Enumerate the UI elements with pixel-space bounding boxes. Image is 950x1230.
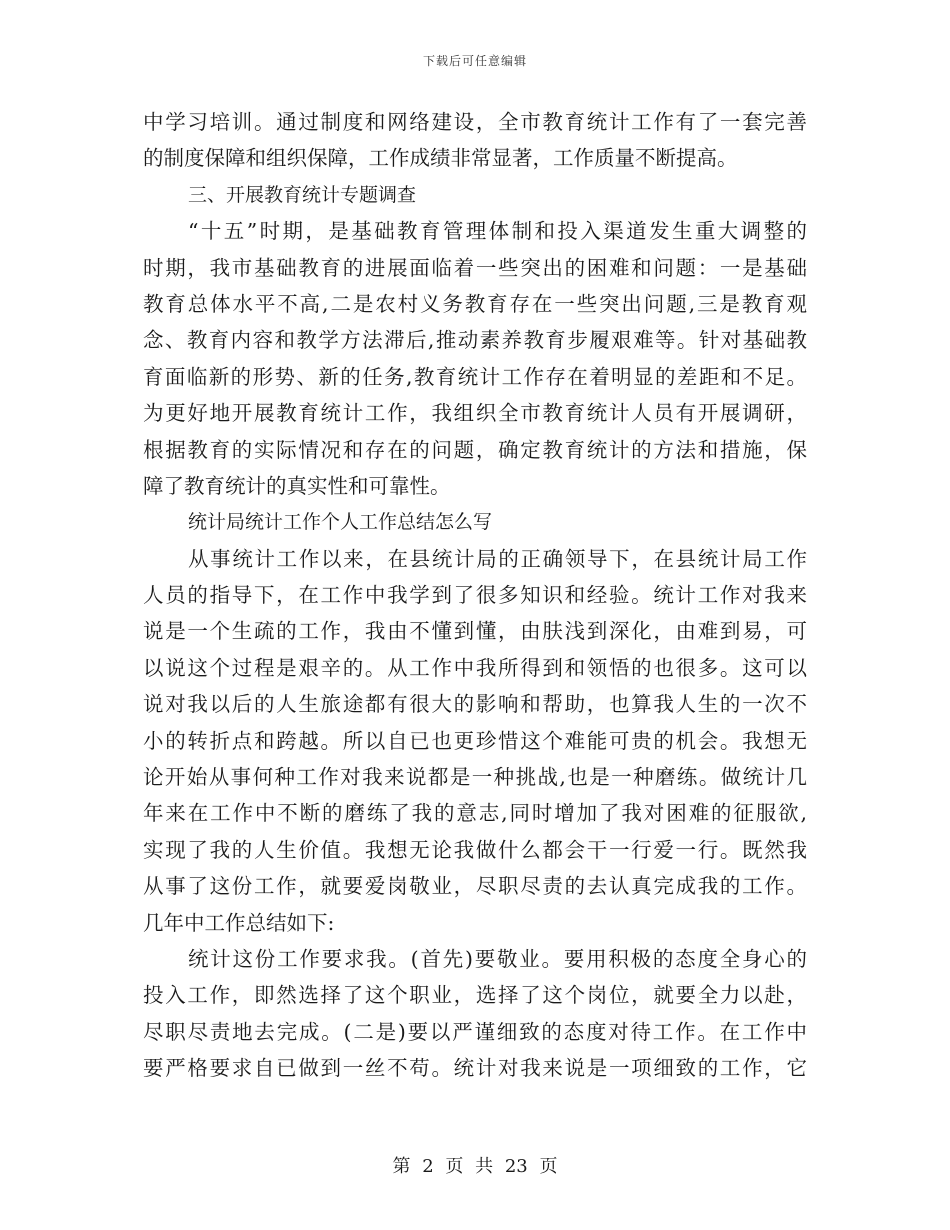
- paragraph-first-line: 统计这份工作要求我。(首先)要敬业。要用积极的态度全身心的: [188, 946, 807, 971]
- text-line: 几年中工作总结如下:: [143, 910, 335, 935]
- text-line: 年来在工作中不断的磨练了我的意志,同时增加了我对困难的征服欲,: [143, 801, 807, 826]
- page-number-footer: 第 2 页 共 23 页: [392, 1156, 558, 1177]
- text-line: 从事了这份工作，就要爱岗敬业，尽职尽责的去认真完成我的工作。: [143, 874, 807, 899]
- text-line: 育面临新的形势、新的任务,教育统计工作存在着明显的差距和不足。: [143, 364, 807, 389]
- text-line: 以说这个过程是艰辛的。从工作中我所得到和领悟的也很多。这可以: [143, 655, 807, 680]
- text-line: 中学习培训。通过制度和网络建设，全市教育统计工作有了一套完善: [143, 110, 807, 134]
- section-heading: 统计局统计工作个人工作总结怎么写: [188, 511, 493, 534]
- text-line: 根据教育的实际情况和存在的问题，确定教育统计的方法和措施，保: [143, 437, 807, 462]
- page-header: 下载后可任意编辑: [422, 54, 527, 68]
- text-line: 小的转折点和跨越。所以自已也更珍惜这个难能可贵的机会。我想无: [143, 728, 807, 753]
- text-line: 投入工作，即然选择了这个职业，选择了这个岗位，就要全力以赴，: [143, 983, 807, 1008]
- text-line: 尽职尽责地去完成。(二是)要以严谨细致的态度对待工作。在工作中: [143, 1019, 807, 1044]
- text-line: 教育总体水平不高,二是农村义务教育存在一些突出问题,三是教育观: [143, 291, 807, 316]
- text-line: 念、教育内容和教学方法滞后,推动素养教育步履艰难等。针对基础教: [143, 328, 807, 353]
- text-line: 说是一个生疏的工作，我由不懂到懂，由肤浅到深化，由难到易，可: [143, 619, 807, 644]
- text-line: 说对我以后的人生旅途都有很大的影响和帮助，也算我人生的一次不: [143, 692, 807, 717]
- text-line: 实现了我的人生价值。我想无论我做什么都会干一行爱一行。既然我: [143, 837, 807, 862]
- section-heading: 三、开展教育统计专题调查: [188, 183, 417, 206]
- text-line: 时期，我市基础教育的进展面临着一些突出的困难和问题：一是基础: [143, 255, 807, 280]
- text-line: 人员的指导下，在工作中我学到了很多知识和经验。统计工作对我来: [143, 583, 807, 608]
- text-line: 为更好地开展教育统计工作，我组织全市教育统计人员有开展调研，: [143, 401, 807, 426]
- text-line: 要严格要求自已做到一丝不苟。统计对我来说是一项细致的工作，它: [143, 1056, 807, 1081]
- text-line: 的制度保障和组织保障，工作成绩非常显著，工作质量不断提高。: [143, 146, 738, 171]
- document-body: [143, 104, 807, 1087]
- paragraph-first-line: 从事统计工作以来，在县统计局的正确领导下，在县统计局工作: [188, 546, 807, 571]
- text-line: 论开始从事何种工作对我来说都是一种挑战,也是一种磨练。做统计几: [143, 765, 807, 790]
- text-line: 障了教育统计的真实性和可靠性。: [143, 473, 451, 498]
- paragraph-first-line: “十五”时期，是基础教育管理体制和投入渠道发生重大调整的: [188, 219, 807, 244]
